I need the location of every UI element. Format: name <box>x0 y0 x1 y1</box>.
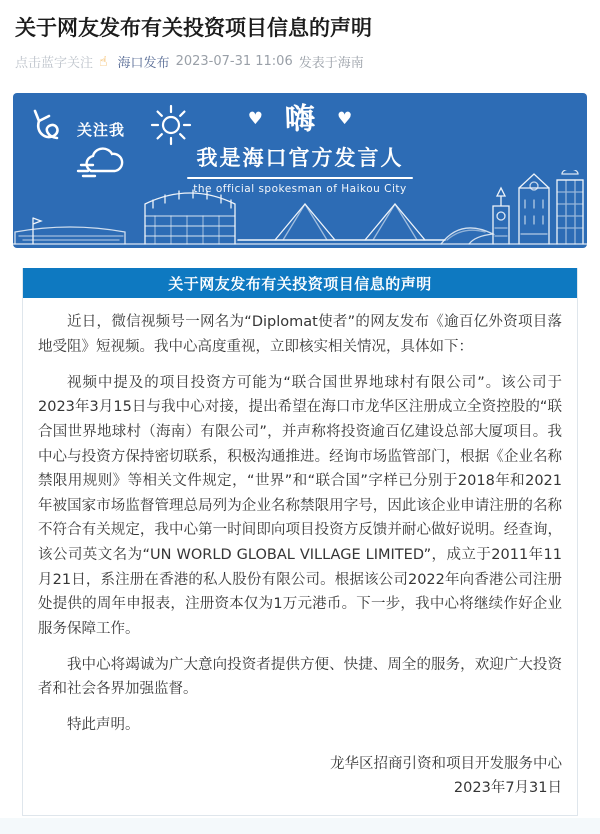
page-bottom-strip <box>0 818 600 834</box>
heart-left-icon: ♥ <box>247 109 263 130</box>
follow-hint-text: 点击蓝字关注 <box>15 56 94 72</box>
heart-right-icon: ♥ <box>337 109 353 130</box>
statement-box <box>22 268 578 816</box>
statement-title-bar: 关于网友发布有关投资项目信息的声明 <box>23 268 577 298</box>
publish-location: 发表于海南 <box>298 56 364 72</box>
banner-hi-text: 嗨 <box>284 101 316 138</box>
statement-paragraph: 我中心将竭诚为广大意向投资者提供方便、快捷、周全的服务，欢迎广大投资者和社会各界加强监督。 <box>38 656 562 698</box>
publish-time: 2023-07-31 11:06 <box>175 54 293 70</box>
official-spokesman-banner[interactable] <box>13 93 587 248</box>
banner-subtitle: the official spokesman of Haikou City <box>193 183 407 196</box>
banner-main-title: 我是海口官方发言人 <box>196 146 404 171</box>
statement-signature: 龙华区招商引资和项目开发服务中心 <box>330 755 562 772</box>
page-title: 关于网友发布有关投资项目信息的声明 <box>15 16 372 40</box>
city-skyline-illustration <box>13 170 587 248</box>
statement-body <box>23 298 577 815</box>
statement-paragraph: 近日，微信视频号一网名为“Diplomat使者”的网友发布《逾百亿外资项目落地受阻》短视频。我中心高度重视，立即核实相关情况，具体如下： <box>38 314 562 355</box>
statement-paragraph: 视频中提及的项目投资方可能为“联合国世界地球村有限公司”。该公司于2023年3月15日与我中心对接，提出希望在海口市龙华区注册成立全资控股的“联合国世界地球村（海南）有限公司”，并声称将投资逾百亿建设总部大厦项目。我中心与投资方保持密切联系，积极沟通推进。经询市场监管部门，根据《企业名称禁限用规则》等相关文件规定，“世界”和“联合国”字样已分别于2018年和2021年被国家市场监督管理总局列为企业名称禁限用字号，因此该企业申请注册的名称不符合有关规定，我中心第一时间即向项目投资方反馈并耐心做好说明。经查询，该公司英文名为“UN WORLD GLOBAL VILLAGE LIMITED”，成立于2011年11月21日，系注册在香港的私人股份有限公司。根据该公司2022年向香港公司注册处提供的周年申报表，注册资本仅为1万元港币。下一步，我中心将继续作好企业服务保障工作。 <box>38 374 562 638</box>
statement-paragraph: 特此声明。 <box>67 716 140 733</box>
statement-date: 2023年7月31日 <box>453 780 562 797</box>
article-meta <box>15 52 585 71</box>
banner-follow-label: 关注我 <box>77 121 126 140</box>
article-header <box>0 0 600 71</box>
account-name-link[interactable]: 海口发布 <box>117 56 170 72</box>
point-up-emoji-icon: ☝ <box>99 53 108 70</box>
